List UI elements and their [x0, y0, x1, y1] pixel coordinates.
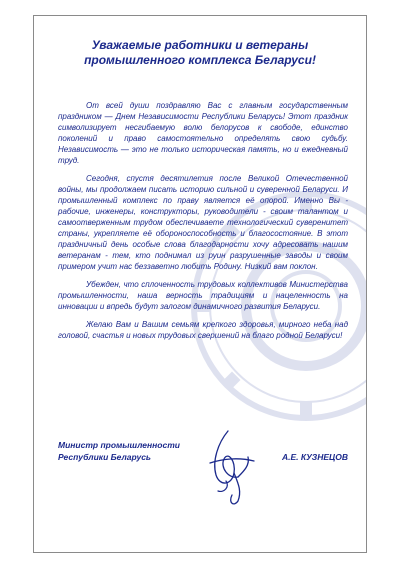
title-line-1: Уважаемые работники и ветераны [91, 38, 309, 52]
title-line-2: промышленного комплекса Беларуси! [84, 53, 316, 67]
letter-content [34, 16, 366, 552]
signature-icon [198, 421, 266, 511]
signatory-title-line-1: Министр промышленности [58, 440, 180, 450]
letter-page [33, 15, 367, 553]
paragraph-1: От всей души поздравляю Вас с главным государственным праздником — Днем Независимости Республики Беларусь! Этот праздник символизирует несгибаемую волю белорусов к свободе, единство поколений и право самостоятельно определять свою судьбу. Независимость — это не только историческая память, но и ежедневный труд. [58, 101, 348, 165]
letter-title [46, 38, 354, 68]
paragraph-4: Желаю Вам и Вашим семьям крепкого здоровья, мирного неба над головой, счастья и новых трудовых свершений на благо родной Беларуси! [58, 320, 348, 340]
paragraph-3: Убежден, что сплоченность трудовых коллективов Министерства промышленности, наша верность традициям и нацеленность на инновации и впредь будут залогом динамичного развития Беларуси. [58, 280, 348, 311]
signatory-title-line-2: Республики Беларусь [58, 452, 151, 462]
signatory-name: А.Е. КУЗНЕЦОВ [282, 452, 348, 462]
letter-body [58, 100, 348, 348]
signatory-title [58, 439, 180, 463]
paragraph-2: Сегодня, спустя десятилетия после Великой Отечественной войны, мы продолжаем писать историю сильной и суверенной Беларуси. И промышленный комплекс по праву является её опорой. Именно Вы - рабочие, инженеры, конструкторы, руководители - своим талантом и самоотверженным трудом обеспечиваете технологический суверенитет страны, укрепляете её обороноспособность и благосостояние. В этот праздничный день особые слова благодарности хочу адресовать нашим ветеранам - тем, кто поднимал из руин разрушенные заводы и своим примером учит нас беззаветно любить Родину. Низкий вам поклон. [58, 174, 348, 271]
